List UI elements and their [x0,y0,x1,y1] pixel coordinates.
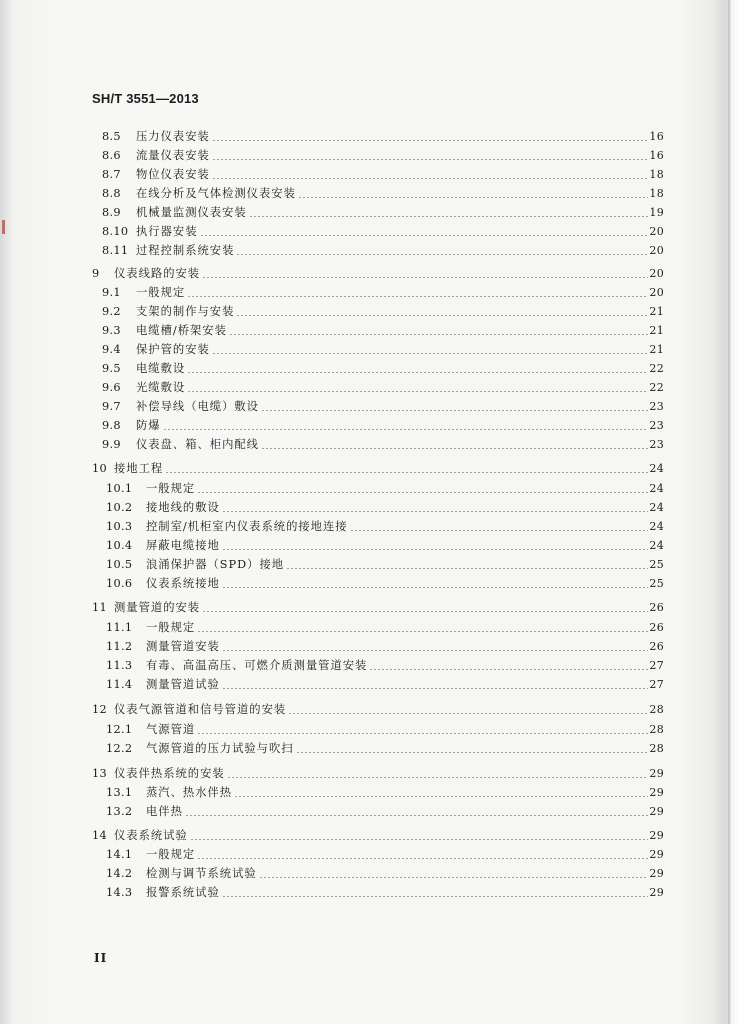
toc-entry-title: 仪表伴热系统的安装 [114,767,225,780]
toc-entry-page: 20 [649,225,664,238]
toc-entry-page: 26 [649,601,664,614]
toc-entry-page: 29 [649,886,664,899]
toc-entry-title: 测量管道的安装 [114,601,201,614]
dot-leader [234,796,648,797]
toc-entry-number: 14.1 [106,848,133,861]
toc-entry-page: 18 [649,187,664,200]
toc-entry-page: 28 [649,723,664,736]
toc-entry-title: 支架的制作与安装 [136,305,235,318]
toc-entry-page: 18 [649,168,664,181]
toc-entry-page: 28 [649,742,664,755]
toc-entry-number: 9.5 [102,362,121,375]
dot-leader [261,448,648,449]
toc-entry-number: 9.8 [102,419,121,432]
toc-section-entry [92,599,664,615]
toc-entry-page: 22 [649,362,664,375]
page-number: II [94,951,108,965]
toc-entry-number: 10.6 [106,577,133,590]
dot-leader [288,713,648,714]
toc-entry-number: 12.2 [106,742,133,755]
toc-entry-page: 27 [649,678,664,691]
toc-subsection-entry [102,360,664,376]
toc-entry-title: 一般规定 [146,482,196,495]
toc-entry-number: 9.1 [102,286,121,299]
toc-subsection-entry [106,480,664,496]
toc-subsection-entry [106,740,664,756]
toc-entry-number: 11.1 [106,621,133,634]
toc-entry-title: 压力仪表安装 [136,130,210,143]
dot-leader [286,568,648,569]
toc-entry-title: 保护管的安装 [136,343,210,356]
toc-entry-title: 蒸汽、热水伴热 [146,786,233,799]
toc-subsection-entry [102,185,664,201]
toc-entry-number: 11.4 [106,678,133,691]
toc-entry-title: 浪涌保护器（SPD）接地 [146,558,285,571]
toc-entry-page: 24 [649,539,664,552]
dot-leader [200,235,649,236]
toc-subsection-entry [102,284,664,300]
dot-leader [222,650,649,651]
toc-entry-title: 仪表系统接地 [146,577,220,590]
toc-subsection-entry [106,518,664,534]
dot-leader [229,334,649,335]
toc-subsection-entry [106,803,664,819]
scan-mark [2,220,5,234]
toc-subsection-entry [106,884,664,900]
toc-entry-number: 9 [92,267,100,280]
toc-entry-title: 过程控制系统安装 [136,244,235,257]
dot-leader [222,511,649,512]
dot-leader [197,858,648,859]
dot-leader [298,197,649,198]
document-sheet [10,0,718,1024]
toc-entry-title: 控制室/机柜室内仪表系统的接地连接 [146,520,348,533]
toc-entry-number: 12 [92,703,107,716]
toc-subsection-entry [102,166,664,182]
dot-leader [261,410,648,411]
dot-leader [222,587,649,588]
toc-entry-page: 21 [649,324,664,337]
toc-entry-title: 测量管道安装 [146,640,220,653]
toc-entry-number: 13 [92,767,107,780]
toc-entry-number: 8.11 [102,244,129,257]
toc-entry-title: 机械量监测仪表安装 [136,206,247,219]
toc-subsection-entry [102,242,664,258]
toc-entry-page: 29 [649,848,664,861]
dot-leader [212,178,649,179]
dot-leader [187,372,648,373]
toc-entry-page: 25 [649,577,664,590]
toc-subsection-entry [106,556,664,572]
toc-entry-number: 9.9 [102,438,121,451]
toc-subsection-entry [106,846,664,862]
dot-leader [369,669,648,670]
toc-entry-number: 14.2 [106,867,133,880]
toc-entry-number: 10 [92,462,107,475]
toc-subsection-entry [106,676,664,692]
toc-entry-page: 19 [649,206,664,219]
toc-entry-title: 电缆敷设 [136,362,186,375]
toc-entry-title: 气源管道的压力试验与吹扫 [146,742,294,755]
toc-entry-title: 仪表盘、箱、柜内配线 [136,438,259,451]
toc-entry-title: 测量管道试验 [146,678,220,691]
toc-entry-page: 24 [649,482,664,495]
toc-entry-number: 11.3 [106,659,133,672]
toc-entry-number: 10.1 [106,482,133,495]
toc-entry-page: 24 [649,501,664,514]
toc-subsection-entry [106,638,664,654]
toc-entry-page: 20 [649,244,664,257]
toc-section-entry [92,827,664,843]
toc-entry-title: 屏蔽电缆接地 [146,539,220,552]
toc-entry-number: 8.6 [102,149,121,162]
dot-leader [165,472,648,473]
toc-entry-title: 报警系统试验 [146,886,220,899]
toc-subsection-entry [102,398,664,414]
toc-subsection-entry [102,379,664,395]
toc-subsection-entry [106,537,664,553]
toc-entry-number: 11 [92,601,107,614]
toc-subsection-entry [106,721,664,737]
dot-leader [236,254,648,255]
toc-subsection-entry [106,865,664,881]
toc-entry-number: 10.3 [106,520,133,533]
toc-subsection-entry [106,499,664,515]
toc-entry-title: 补偿导线（电缆）敷设 [136,400,259,413]
toc-entry-page: 21 [649,343,664,356]
dot-leader [212,159,649,160]
toc-section-entry [92,265,664,281]
toc-entry-page: 20 [649,267,664,280]
toc-entry-number: 10.4 [106,539,133,552]
toc-entry-page: 26 [649,640,664,653]
toc-entry-page: 29 [649,829,664,842]
toc-entry-title: 一般规定 [146,848,196,861]
toc-entry-title: 接地工程 [114,462,164,475]
dot-leader [197,733,648,734]
dot-leader [202,277,648,278]
dot-leader [222,896,649,897]
toc-subsection-entry [106,575,664,591]
toc-entry-title: 电伴热 [146,805,183,818]
toc-subsection-entry [102,417,664,433]
toc-subsection-entry [106,784,664,800]
dot-leader [222,688,649,689]
page-edge-shadow [727,0,731,1024]
toc-entry-page: 21 [649,305,664,318]
toc-section-entry [92,460,664,476]
toc-entry-title: 接地线的敷设 [146,501,220,514]
toc-entry-title: 一般规定 [146,621,196,634]
dot-leader [227,777,649,778]
dot-leader [212,353,649,354]
toc-entry-page: 25 [649,558,664,571]
toc-entry-number: 13.2 [106,805,133,818]
dot-leader [187,391,648,392]
toc-subsection-entry [102,322,664,338]
toc-entry-page: 24 [649,462,664,475]
toc-subsection-entry [106,657,664,673]
toc-entry-title: 执行器安装 [136,225,198,238]
toc-subsection-entry [102,341,664,357]
dot-leader [197,492,648,493]
toc-subsection-entry [102,204,664,220]
toc-entry-number: 9.7 [102,400,121,413]
toc-subsection-entry [102,436,664,452]
toc-entry-number: 11.2 [106,640,133,653]
toc-entry-page: 16 [649,149,664,162]
toc-entry-title: 一般规定 [136,286,186,299]
toc-entry-number: 13.1 [106,786,133,799]
toc-entry-number: 14 [92,829,107,842]
toc-entry-page: 23 [649,438,664,451]
dot-leader [350,530,649,531]
toc-entry-title: 仪表气源管道和信号管道的安装 [114,703,287,716]
toc-section-entry [92,701,664,717]
toc-entry-number: 9.4 [102,343,121,356]
toc-entry-page: 26 [649,621,664,634]
toc-entry-page: 20 [649,286,664,299]
dot-leader [163,429,649,430]
toc-subsection-entry [106,619,664,635]
toc-entry-number: 8.9 [102,206,121,219]
dot-leader [249,216,649,217]
dot-leader [187,296,648,297]
toc-entry-page: 29 [649,786,664,799]
toc-entry-page: 23 [649,419,664,432]
toc-entry-title: 在线分析及气体检测仪表安装 [136,187,296,200]
toc-entry-title: 物位仪表安装 [136,168,210,181]
dot-leader [259,877,649,878]
toc-section-entry [92,765,664,781]
toc-entry-title: 仪表系统试验 [114,829,188,842]
dot-leader [202,611,648,612]
toc-entry-number: 10.2 [106,501,133,514]
toc-entry-number: 12.1 [106,723,133,736]
standard-code-header: SH/T 3551—2013 [92,91,199,106]
toc-entry-page: 29 [649,767,664,780]
toc-subsection-entry [102,303,664,319]
dot-leader [222,549,649,550]
toc-entry-number: 8.8 [102,187,121,200]
toc-entry-title: 流量仪表安装 [136,149,210,162]
toc-entry-number: 9.2 [102,305,121,318]
table-of-contents [10,0,718,1024]
dot-leader [212,140,649,141]
toc-entry-page: 29 [649,867,664,880]
toc-subsection-entry [102,147,664,163]
dot-leader [197,631,648,632]
dot-leader [296,752,649,753]
toc-entry-number: 8.5 [102,130,121,143]
toc-entry-page: 23 [649,400,664,413]
toc-entry-title: 仪表线路的安装 [114,267,201,280]
dot-leader [236,315,648,316]
toc-entry-title: 防爆 [136,419,161,432]
toc-entry-number: 9.3 [102,324,121,337]
dot-leader [185,815,648,816]
dot-leader [190,839,649,840]
toc-entry-number: 8.10 [102,225,129,238]
toc-subsection-entry [102,128,664,144]
toc-entry-title: 有毒、高温高压、可燃介质测量管道安装 [146,659,368,672]
toc-entry-title: 检测与调节系统试验 [146,867,257,880]
toc-subsection-entry [102,223,664,239]
toc-entry-page: 22 [649,381,664,394]
toc-entry-page: 28 [649,703,664,716]
toc-entry-title: 气源管道 [146,723,196,736]
toc-entry-page: 29 [649,805,664,818]
toc-entry-title: 电缆槽/桥架安装 [136,324,227,337]
toc-entry-title: 光缆敷设 [136,381,186,394]
toc-entry-number: 9.6 [102,381,121,394]
toc-entry-page: 24 [649,520,664,533]
toc-entry-page: 16 [649,130,664,143]
toc-entry-page: 27 [649,659,664,672]
toc-entry-number: 14.3 [106,886,133,899]
toc-entry-number: 8.7 [102,168,121,181]
toc-entry-number: 10.5 [106,558,133,571]
